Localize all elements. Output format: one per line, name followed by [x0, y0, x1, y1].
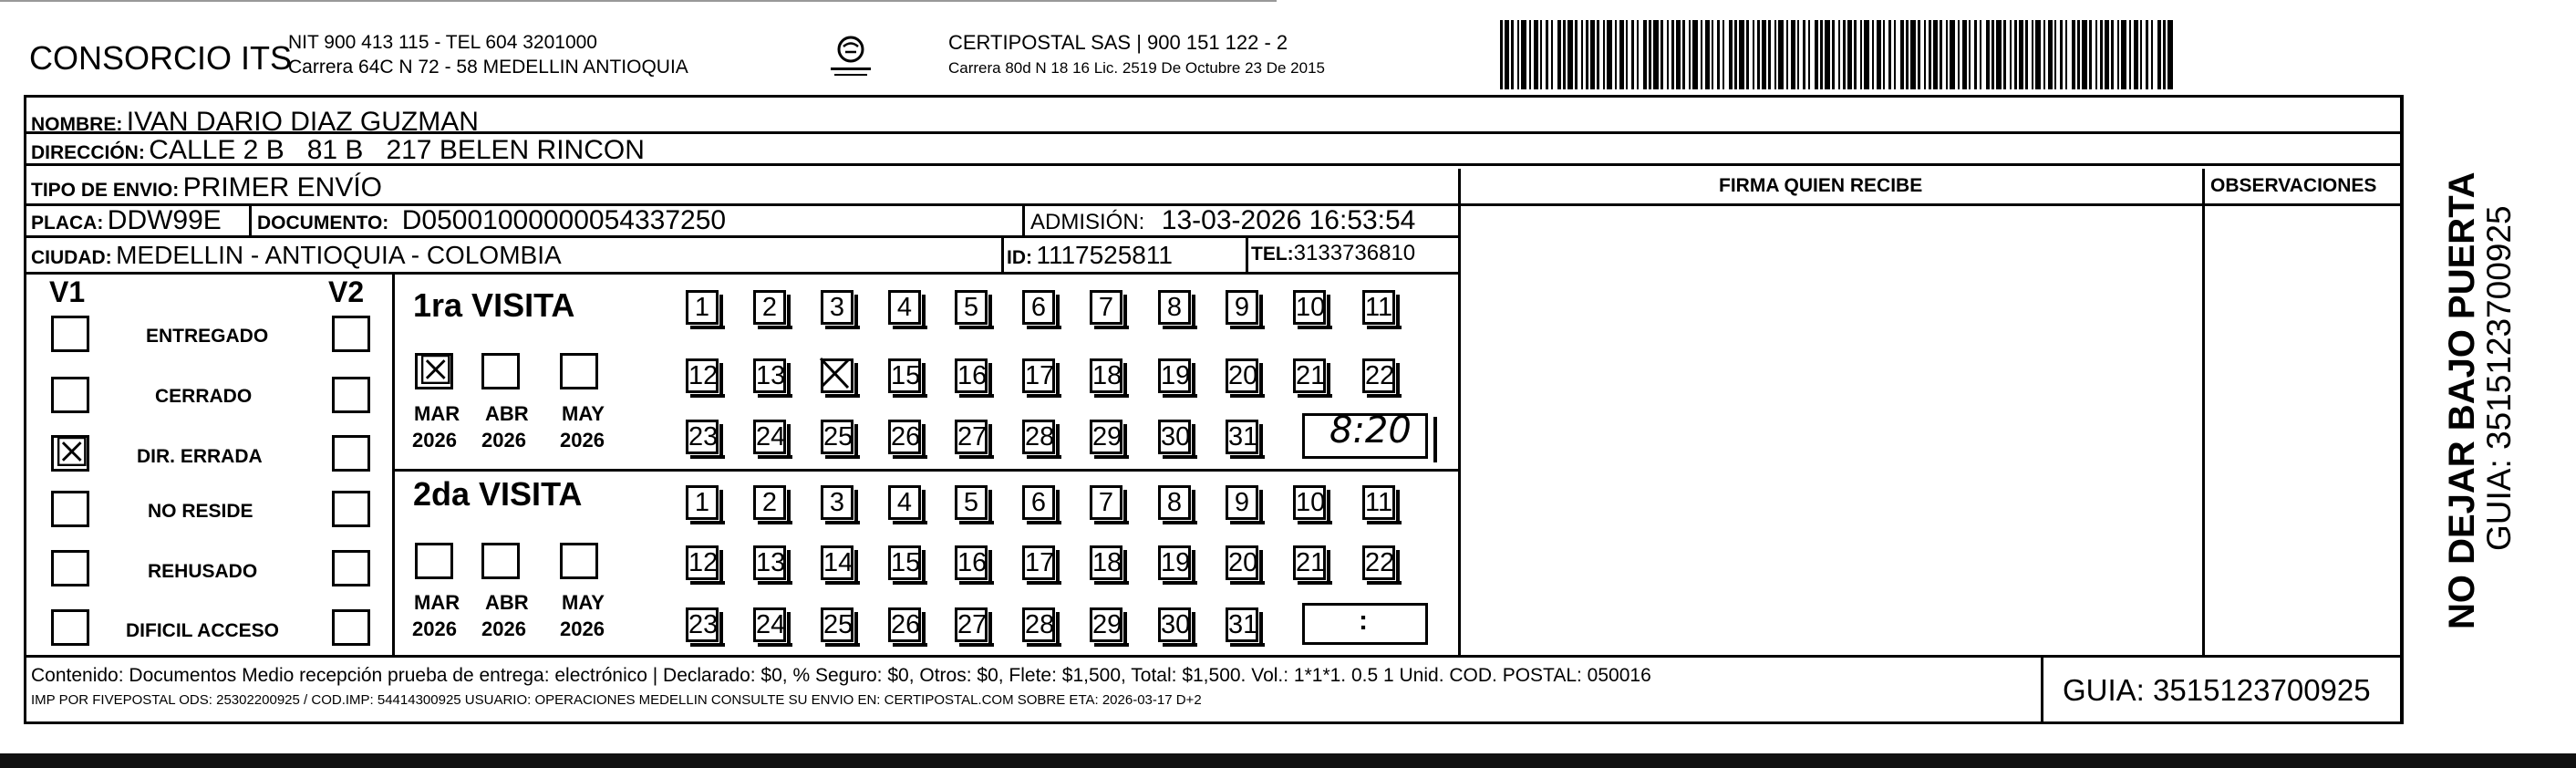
visit1-month-label: MAY — [562, 402, 605, 425]
barcode-bar — [1603, 20, 1605, 89]
status-label: ENTREGADO — [146, 326, 269, 347]
barcode-bar — [1717, 20, 1720, 89]
visit1-title: 1ra VISITA — [413, 286, 575, 324]
v2-checkbox[interactable] — [332, 435, 370, 472]
visit2-month-label: ABR — [485, 591, 529, 614]
barcode-bar — [2003, 20, 2006, 89]
barcode-bar — [1746, 20, 1749, 89]
barcode-bar — [2035, 20, 2041, 89]
barcode-bar — [1791, 20, 1795, 89]
no-under-door-warning: NO DEJAR BAJO PUERTA — [2442, 171, 2482, 629]
visit1-month-checkbox[interactable] — [481, 353, 520, 389]
day-21-box[interactable]: 21 — [1293, 358, 1326, 393]
barcode-bar — [1900, 20, 1904, 89]
barcode-bar — [1682, 20, 1685, 89]
day-10-box[interactable]: 10 — [1293, 485, 1326, 520]
day-2-box[interactable]: 2 — [753, 485, 786, 520]
barcode-bar — [1653, 20, 1659, 89]
barcode-bar — [1986, 20, 1990, 89]
barcode-bar — [1567, 20, 1573, 89]
side-guide-number: GUIA: 3515123700925 — [2480, 205, 2518, 551]
barcode-bar — [1832, 20, 1835, 89]
day-30-box[interactable]: 30 — [1158, 607, 1191, 642]
company-address: Carrera 64C N 72 - 58 MEDELLIN ANTIOQUIA — [288, 57, 688, 78]
barcode-bar — [2146, 20, 2148, 89]
recipient-name: IVAN DARIO DIAZ GUZMAN — [126, 107, 479, 137]
barcode-bar — [1929, 20, 1931, 89]
barcode-bar — [1872, 20, 1874, 89]
day-29-box[interactable]: 29 — [1090, 420, 1122, 454]
plate-value: DDW99E — [107, 205, 222, 235]
barcode-bar — [2019, 20, 2023, 89]
day-17-box[interactable]: 17 — [1022, 545, 1055, 580]
day-19-box[interactable]: 19 — [1158, 358, 1191, 393]
day-7-box[interactable]: 7 — [1090, 485, 1122, 520]
document-label: DOCUMENTO: — [257, 213, 389, 234]
day-27-box[interactable]: 27 — [955, 607, 988, 642]
barcode-bar — [1667, 20, 1669, 89]
v2-header: V2 — [328, 275, 365, 308]
day-2-box[interactable]: 2 — [753, 290, 786, 325]
barcode-bar — [1808, 20, 1810, 89]
day-6-box[interactable]: 6 — [1022, 290, 1055, 325]
barcode-bar — [1563, 20, 1566, 89]
barcode-bar — [1803, 20, 1805, 89]
tel-label: TEL: — [1251, 244, 1294, 265]
barcode-bar — [1705, 20, 1710, 89]
barcode-bar — [2117, 20, 2119, 89]
day-15-box[interactable]: 15 — [888, 545, 921, 580]
day-21-box[interactable]: 21 — [1293, 545, 1326, 580]
barcode-bar — [1723, 20, 1724, 89]
imp-line: IMP POR FIVEPOSTAL ODS: 25302200925 / COD.IMP: 54414300925 USUARIO: OPERACIONES MEDELLIN CONSULTE SU ENVIO EN: CERTIPOSTAL.COM SOBRE ETA: 2026-03-17 D+2 — [31, 692, 1202, 708]
top-edge — [0, 0, 1277, 2]
barcode-bar — [1838, 20, 1840, 89]
certipostal-line: CERTIPOSTAL SAS | 900 151 122 - 2 — [948, 31, 1288, 54]
visit1-month-label: MAR — [414, 402, 460, 425]
status-label: CERRADO — [155, 386, 253, 407]
barcode-bar — [1626, 20, 1628, 89]
barcode-bar — [2077, 20, 2080, 89]
barcode-bar — [1918, 20, 1920, 89]
barcode-bar — [1843, 20, 1846, 89]
v2-checkbox[interactable] — [332, 377, 370, 413]
day-13-box[interactable]: 13 — [753, 545, 786, 580]
day-18-box[interactable]: 18 — [1090, 545, 1122, 580]
barcode-bar — [2054, 20, 2056, 89]
barcode-bar — [1712, 20, 1713, 89]
day-23-box[interactable]: 23 — [686, 420, 719, 454]
day-19-box[interactable]: 19 — [1158, 545, 1191, 580]
barcode-bar — [2043, 20, 2045, 89]
barcode-bar — [1762, 20, 1766, 89]
barcode-bar — [1877, 20, 1881, 89]
day-5-box[interactable]: 5 — [955, 485, 988, 520]
barcode-bar — [2100, 20, 2103, 89]
visit2-month-checkbox[interactable] — [481, 543, 520, 579]
barcode-bar — [1820, 20, 1823, 89]
city-value: MEDELLIN - ANTIOQUIA - COLOMBIA — [116, 241, 562, 269]
v1-checkbox[interactable] — [51, 377, 89, 413]
barcode-bar — [1505, 20, 1509, 89]
visit2-year-label: 2026 — [560, 618, 605, 640]
barcode-bar — [2129, 20, 2131, 89]
v1-checkbox[interactable] — [51, 491, 89, 527]
barcode-bar — [1883, 20, 1885, 89]
shipment-type-label: TIPO DE ENVIO: — [31, 180, 180, 201]
plate-label: PLACA: — [31, 213, 104, 234]
barcode-bar — [1581, 20, 1583, 89]
visit1-year-label: 2026 — [560, 429, 605, 451]
day-1-box[interactable]: 1 — [686, 485, 719, 520]
day-7-box[interactable]: 7 — [1090, 290, 1122, 325]
barcode-bar — [2105, 20, 2109, 89]
barcode-bar — [1607, 20, 1612, 89]
barcode-bar — [1649, 20, 1651, 89]
day-25-box[interactable]: 25 — [821, 607, 853, 642]
day-17-box[interactable]: 17 — [1022, 358, 1055, 393]
barcode-bar — [1778, 20, 1784, 89]
barcode-bar — [2167, 20, 2173, 89]
day-9-box[interactable]: 9 — [1226, 290, 1258, 325]
barcode-bar — [2157, 20, 2161, 89]
barcode-bar — [1757, 20, 1760, 89]
footer-guide-number: GUIA: 3515123700925 — [2063, 673, 2371, 707]
day-3-box[interactable]: 3 — [821, 290, 853, 325]
barcode-bar — [1729, 20, 1733, 89]
barcode-bar — [2140, 20, 2142, 89]
barcode-bar — [1676, 20, 1681, 89]
barcode-bar — [2072, 20, 2075, 89]
certipostal-logo — [825, 31, 876, 82]
barcode-bar — [1671, 20, 1674, 89]
name-label: NOMBRE: — [31, 114, 123, 135]
barcode-bar — [1739, 20, 1744, 89]
barcode-bar — [2082, 20, 2087, 89]
status-label: REHUSADO — [148, 561, 258, 582]
day-15-box[interactable]: 15 — [888, 358, 921, 393]
license-line: Carrera 80d N 18 16 Lic. 2519 De Octubre 23 De 2015 — [948, 59, 1325, 77]
barcode-bar — [1991, 20, 1994, 89]
barcode-bar — [1597, 20, 1599, 89]
barcode-bar — [1974, 20, 1977, 89]
barcode-bar — [1958, 20, 1960, 89]
day-31-box[interactable]: 31 — [1226, 420, 1258, 454]
admission-value: 13-03-2026 16:53:54 — [1161, 205, 1416, 235]
day-16-box[interactable]: 16 — [955, 358, 988, 393]
barcode-bar — [1660, 20, 1663, 89]
barcode-bar — [1950, 20, 1955, 89]
day-23-box[interactable]: 23 — [686, 607, 719, 642]
v2-checkbox[interactable] — [332, 491, 370, 527]
barcode-bar — [2025, 20, 2028, 89]
barcode-bar — [1586, 20, 1588, 89]
barcode-bar — [1860, 20, 1862, 89]
barcode-bar — [1815, 20, 1818, 89]
tel-value: 3133736810 — [1293, 241, 1416, 265]
visit2-year-label: 2026 — [481, 618, 526, 640]
visit2-month-checkbox[interactable] — [415, 543, 453, 579]
barcode-bar — [1969, 20, 1971, 89]
day-8-box[interactable]: 8 — [1158, 485, 1191, 520]
visit2-time: : — [1359, 606, 1368, 636]
barcode-bar — [1774, 20, 1776, 89]
barcode-bar — [2134, 20, 2138, 89]
visit2-title: 2da VISITA — [413, 475, 583, 513]
day-8-box[interactable]: 8 — [1158, 290, 1191, 325]
status-label: NO RESIDE — [148, 501, 253, 522]
barcode-bar — [1546, 20, 1548, 89]
day-3-box[interactable]: 3 — [821, 485, 853, 520]
day-5-box[interactable]: 5 — [955, 290, 988, 325]
barcode-bar — [1637, 20, 1639, 89]
barcode-bar — [2048, 20, 2053, 89]
barcode-bar — [1500, 20, 1503, 89]
barcode-bar — [1797, 20, 1799, 89]
id-value: 1117525811 — [1036, 241, 1173, 269]
day-11-box[interactable]: 11 — [1362, 485, 1395, 520]
day-25-box[interactable]: 25 — [821, 420, 853, 454]
barcode-bar — [1786, 20, 1788, 89]
barcode — [1500, 20, 2175, 89]
barcode-bar — [2121, 20, 2126, 89]
day-28-box[interactable]: 28 — [1022, 607, 1055, 642]
day-31-box[interactable]: 31 — [1226, 607, 1258, 642]
barcode-bar — [1906, 20, 1909, 89]
day-13-box[interactable]: 13 — [753, 358, 786, 393]
barcode-bar — [2010, 20, 2012, 89]
status-label: DIR. ERRADA — [137, 446, 263, 467]
shipment-type: PRIMER ENVÍO — [182, 172, 383, 202]
day-9-box[interactable]: 9 — [1226, 485, 1258, 520]
visit1-year-label: 2026 — [481, 429, 526, 451]
barcode-bar — [1888, 20, 1891, 89]
id-label: ID: — [1007, 247, 1032, 268]
day-10-box[interactable]: 10 — [1293, 290, 1326, 325]
day-27-box[interactable]: 27 — [955, 420, 988, 454]
day-22-box[interactable]: 22 — [1362, 545, 1395, 580]
barcode-bar — [1557, 20, 1561, 89]
barcode-bar — [2065, 20, 2067, 89]
day-6-box[interactable]: 6 — [1022, 485, 1055, 520]
barcode-bar — [1980, 20, 1981, 89]
day-11-box[interactable]: 11 — [1362, 290, 1395, 325]
barcode-bar — [1615, 20, 1617, 89]
day-28-box[interactable]: 28 — [1022, 420, 1055, 454]
barcode-bar — [2032, 20, 2033, 89]
signature-header: FIRMA QUIEN RECIBE — [1719, 175, 1923, 196]
barcode-bar — [1933, 20, 1938, 89]
day-30-box[interactable]: 30 — [1158, 420, 1191, 454]
v2-checkbox[interactable] — [332, 609, 370, 646]
day-16-box[interactable]: 16 — [955, 545, 988, 580]
barcode-bar — [1619, 20, 1624, 89]
visit2-year-label: 2026 — [412, 618, 457, 640]
barcode-bar — [2163, 20, 2166, 89]
barcode-bar — [2151, 20, 2153, 89]
visit1-month-checkbox[interactable]: ☒ — [415, 353, 453, 389]
barcode-bar — [1924, 20, 1926, 89]
barcode-bar — [1529, 20, 1531, 89]
v2-checkbox[interactable] — [332, 550, 370, 586]
observations-header: OBSERVACIONES — [2210, 175, 2377, 196]
day-14-cross-mark — [817, 355, 853, 391]
address-label: DIRECCIÓN: — [31, 142, 145, 163]
nit-line: NIT 900 413 115 - TEL 604 3201000 — [288, 32, 597, 53]
barcode-bar — [1996, 20, 2002, 89]
barcode-bar — [1825, 20, 1830, 89]
v1-checkbox[interactable] — [51, 609, 89, 646]
barcode-bar — [2089, 20, 2092, 89]
city-label: CIUDAD: — [31, 247, 112, 268]
visit1-time: 8:20 — [1329, 410, 1412, 451]
barcode-bar — [1631, 20, 1634, 89]
v2-checkbox[interactable] — [332, 316, 370, 352]
day-24-box[interactable]: 24 — [753, 607, 786, 642]
day-12-box[interactable]: 12 — [686, 545, 719, 580]
barcode-bar — [2095, 20, 2097, 89]
status-label: DIFICIL ACCESO — [126, 620, 280, 641]
barcode-bar — [1517, 20, 1519, 89]
day-4-box[interactable]: 4 — [888, 290, 921, 325]
visit1-year-label: 2026 — [412, 429, 457, 451]
barcode-bar — [1894, 20, 1896, 89]
barcode-bar — [1540, 20, 1542, 89]
visit2-month-checkbox[interactable] — [560, 543, 598, 579]
barcode-bar — [1701, 20, 1702, 89]
barcode-bar — [1854, 20, 1857, 89]
v1-checkbox[interactable] — [51, 550, 89, 586]
barcode-bar — [1962, 20, 1967, 89]
barcode-bar — [1551, 20, 1553, 89]
visit2-month-label: MAY — [562, 591, 605, 614]
barcode-bar — [1643, 20, 1647, 89]
day-12-box[interactable]: 12 — [686, 358, 719, 393]
barcode-bar — [1847, 20, 1852, 89]
barcode-bar — [1910, 20, 1916, 89]
day-24-box[interactable]: 24 — [753, 420, 786, 454]
day-29-box[interactable]: 29 — [1090, 607, 1122, 642]
company-name: CONSORCIO ITS — [29, 39, 293, 77]
content-line: Contenido: Documentos Medio recepción prueba de entrega: electrónico | Declarado: $0, % Seguro: $0, Otros: $0, Flete: $1,500, Total: $1,500. Vol.: 1*1*1. 0.5 1 Unid. COD. POSTAL: 050016 — [31, 665, 1651, 686]
recipient-address: CALLE 2 B 81 B 217 BELEN RINCON — [149, 135, 645, 165]
barcode-bar — [1511, 20, 1514, 89]
barcode-bar — [1590, 20, 1595, 89]
day-20-box[interactable]: 20 — [1226, 358, 1258, 393]
barcode-bar — [2111, 20, 2114, 89]
barcode-bar — [1689, 20, 1691, 89]
day-1-box[interactable]: 1 — [686, 290, 719, 325]
barcode-bar — [1946, 20, 1948, 89]
barcode-bar — [1534, 20, 1538, 89]
barcode-bar — [1521, 20, 1526, 89]
day-4-box[interactable]: 4 — [888, 485, 921, 520]
document-value: D05001000000054337250 — [401, 205, 727, 235]
admission-label: ADMISIÓN: — [1030, 210, 1145, 234]
visit1-month-checkbox[interactable] — [560, 353, 598, 389]
day-26-box[interactable]: 26 — [888, 420, 921, 454]
visit1-month-label: ABR — [485, 402, 529, 425]
day-14-box[interactable]: 14 — [821, 545, 853, 580]
barcode-bar — [2014, 20, 2017, 89]
day-18-box[interactable]: 18 — [1090, 358, 1122, 393]
barcode-bar — [1692, 20, 1698, 89]
barcode-bar — [1575, 20, 1578, 89]
day-22-box[interactable]: 22 — [1362, 358, 1395, 393]
day-20-box[interactable]: 20 — [1226, 545, 1258, 580]
barcode-bar — [1864, 20, 1869, 89]
day-26-box[interactable]: 26 — [888, 607, 921, 642]
v1-checkbox[interactable] — [51, 316, 89, 352]
v1-header: V1 — [49, 275, 86, 308]
barcode-bar — [1753, 20, 1754, 89]
barcode-bar — [1940, 20, 1942, 89]
barcode-bar — [1734, 20, 1737, 89]
barcode-bar — [2060, 20, 2063, 89]
visit2-month-label: MAR — [414, 591, 460, 614]
barcode-bar — [1768, 20, 1771, 89]
bottom-edge — [0, 753, 2576, 768]
v1-checkbox[interactable]: ☒ — [51, 435, 89, 472]
